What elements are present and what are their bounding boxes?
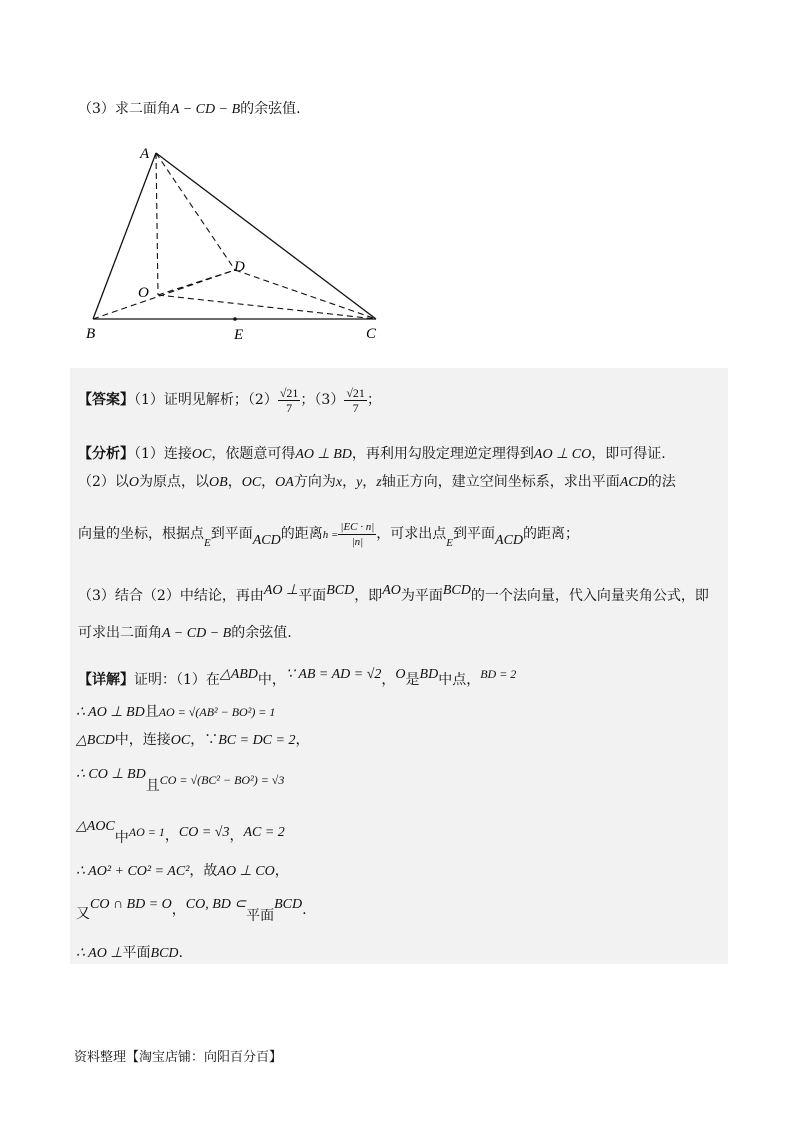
question-suffix: 的余弦值. <box>240 101 301 117</box>
label-D: D <box>234 259 245 275</box>
math: A − CD − B <box>162 626 232 641</box>
text: （1）连接 <box>134 446 192 462</box>
math: CO = √(BC² − BO²) = √3 <box>159 773 285 787</box>
text: ，即可得证. <box>591 446 666 462</box>
question-expression: A − CD − B <box>170 102 241 117</box>
analysis-tag: 【分析】 <box>78 446 134 462</box>
edge-AC <box>156 153 376 319</box>
math: AO ⊥ CO <box>217 864 275 879</box>
label-A: A <box>140 146 150 162</box>
answer-fraction-2 <box>278 386 301 415</box>
text: 的余弦值. <box>231 625 292 641</box>
text: 是 <box>405 672 420 688</box>
text: ，可求出点 <box>376 526 447 542</box>
detail-line-6 <box>76 862 289 881</box>
fraction-denominator: 7 <box>286 400 293 415</box>
math: ∴ AO ⊥ BD <box>76 705 145 720</box>
text: 中 <box>114 830 129 846</box>
edge-DC <box>235 270 376 319</box>
math: BD <box>419 667 439 682</box>
answer-tag: 【答案】 <box>78 392 134 408</box>
math: BCD <box>274 897 303 912</box>
math: CO = √3 <box>178 825 230 840</box>
detail-tag: 【详解】 <box>78 672 134 688</box>
fraction-denominator: |n| <box>351 535 364 548</box>
text: . <box>178 945 183 961</box>
text: 平面 <box>246 908 275 924</box>
text: . <box>302 902 307 918</box>
math: y <box>356 475 363 490</box>
text: 中， <box>257 672 286 688</box>
text: 的一个法向量，代入向量夹角公式，即 <box>470 588 709 604</box>
edge-OD <box>158 270 235 295</box>
text: ， <box>362 474 377 490</box>
math: AC = 2 <box>243 825 285 840</box>
text: 为原点，以 <box>139 474 210 490</box>
text: ， <box>295 732 310 748</box>
text: ，故 <box>189 863 218 879</box>
math: ACD <box>619 475 648 490</box>
math: z <box>376 475 382 490</box>
math: CO ∩ BD = O <box>90 897 172 912</box>
text: 又 <box>76 906 90 922</box>
text: （2）以 <box>78 474 129 490</box>
math: AO = √(AB² − BO²) = 1 <box>158 705 276 719</box>
label-B: B <box>86 326 96 342</box>
detail-line-4 <box>76 762 285 794</box>
detail-line-5 <box>76 814 285 846</box>
text: ， <box>164 828 179 844</box>
math: OB <box>209 475 228 490</box>
edge-AD <box>156 153 235 270</box>
fraction-numerator: |EC · n| <box>340 520 375 533</box>
analysis-line-5 <box>78 624 292 643</box>
footer-text: 资料整理【淘宝店铺：向阳百分百】 <box>74 1050 283 1065</box>
math: AO = 1 <box>128 825 165 839</box>
math: △BCD <box>76 733 115 748</box>
fraction-numerator: √21 <box>279 385 299 400</box>
math: O <box>128 475 140 490</box>
math: BD = 2 <box>480 667 517 681</box>
analysis-line-2 <box>78 473 676 492</box>
answer-separator: ；（3） <box>300 392 345 408</box>
math: OC <box>241 475 262 490</box>
math: △AOC <box>76 819 115 834</box>
text: 到平面 <box>453 526 496 542</box>
answer-end: ； <box>366 392 381 408</box>
math: AO <box>382 583 401 598</box>
math: OC <box>170 733 191 748</box>
edge-OC <box>158 295 376 319</box>
math: h = <box>322 529 339 541</box>
text: 中，连接 <box>114 732 171 748</box>
text: ，依题意可得 <box>211 446 296 462</box>
math: ∴ CO ⊥ BD <box>76 767 146 782</box>
math: BCD <box>150 946 179 961</box>
text: 的法 <box>647 474 676 490</box>
detail-line-7 <box>76 890 307 924</box>
edge-AO <box>156 153 158 295</box>
answer-line <box>78 378 381 422</box>
fraction-numerator: √21 <box>346 385 365 400</box>
text: ， <box>381 672 396 688</box>
text: （3）结合（2）中结论，再由 <box>78 588 264 604</box>
text: ， <box>261 474 276 490</box>
math: AO ⊥ BD <box>295 447 352 462</box>
math: ACD <box>252 533 281 548</box>
text: 平面 <box>122 945 151 961</box>
math: E <box>446 537 454 549</box>
text: 且 <box>144 704 159 720</box>
detail-line-2 <box>76 703 275 722</box>
distance-formula-fraction <box>338 520 376 549</box>
text: 可求出二面角 <box>78 625 162 641</box>
detail-line-8 <box>76 944 183 963</box>
text: 轴正方向，建立空间坐标系，求出平面 <box>381 474 620 490</box>
math: BC = DC = 2 <box>218 733 296 748</box>
text: ，∵ <box>190 732 219 748</box>
question-line <box>78 100 301 119</box>
analysis-line-3 <box>78 516 579 552</box>
fraction-denominator: 7 <box>352 400 359 415</box>
text: 中点， <box>438 672 481 688</box>
math: AO ⊥ <box>263 583 299 598</box>
math: x <box>335 475 343 490</box>
edge-BD <box>93 270 235 319</box>
text: ， <box>274 863 289 879</box>
math: CO, BD ⊂ <box>185 897 247 912</box>
text: ， <box>342 474 357 490</box>
label-C: C <box>366 326 377 342</box>
text: ， <box>171 902 186 918</box>
math: △ABD <box>219 667 258 682</box>
label-E: E <box>234 327 244 343</box>
answer-fraction-3 <box>344 386 367 415</box>
text: 证明：（1）在 <box>134 672 220 688</box>
math: ACD <box>495 533 524 548</box>
math: OA <box>275 475 294 490</box>
math: ∵ AB = AD = √2 <box>285 667 382 682</box>
text: 到平面 <box>210 526 253 542</box>
text: ， <box>229 828 244 844</box>
question-prefix: （3）求二面角 <box>78 101 171 117</box>
text: 的距离 <box>280 526 323 542</box>
text: 向量的坐标，根据点 <box>78 526 204 542</box>
text: 的距离； <box>523 526 580 542</box>
text: 方向为 <box>293 474 336 490</box>
label-O: O <box>138 285 149 301</box>
math: E <box>204 537 211 549</box>
math: AO ⊥ CO <box>533 447 592 462</box>
analysis-line-4 <box>78 578 709 604</box>
text: ，即 <box>354 588 383 604</box>
math: OC <box>191 447 212 462</box>
detail-line-1 <box>78 662 516 686</box>
geometry-figure <box>80 140 400 350</box>
text: ， <box>227 474 242 490</box>
math: O <box>395 667 406 682</box>
math: ∴ AO ⊥ <box>76 946 123 961</box>
point-E <box>233 317 237 321</box>
answer-part1: （1）证明见解析；（2） <box>134 392 278 408</box>
text: 且 <box>145 778 160 794</box>
text: ，再利用勾股定理逆定理得到 <box>351 446 534 462</box>
math: BCD <box>442 583 471 598</box>
text: 平面 <box>298 588 327 604</box>
math: BCD <box>326 583 355 598</box>
analysis-line-1 <box>78 445 666 464</box>
math: ∴ AO² + CO² = AC² <box>76 864 190 879</box>
detail-line-3 <box>76 731 309 750</box>
text: 为平面 <box>400 588 443 604</box>
